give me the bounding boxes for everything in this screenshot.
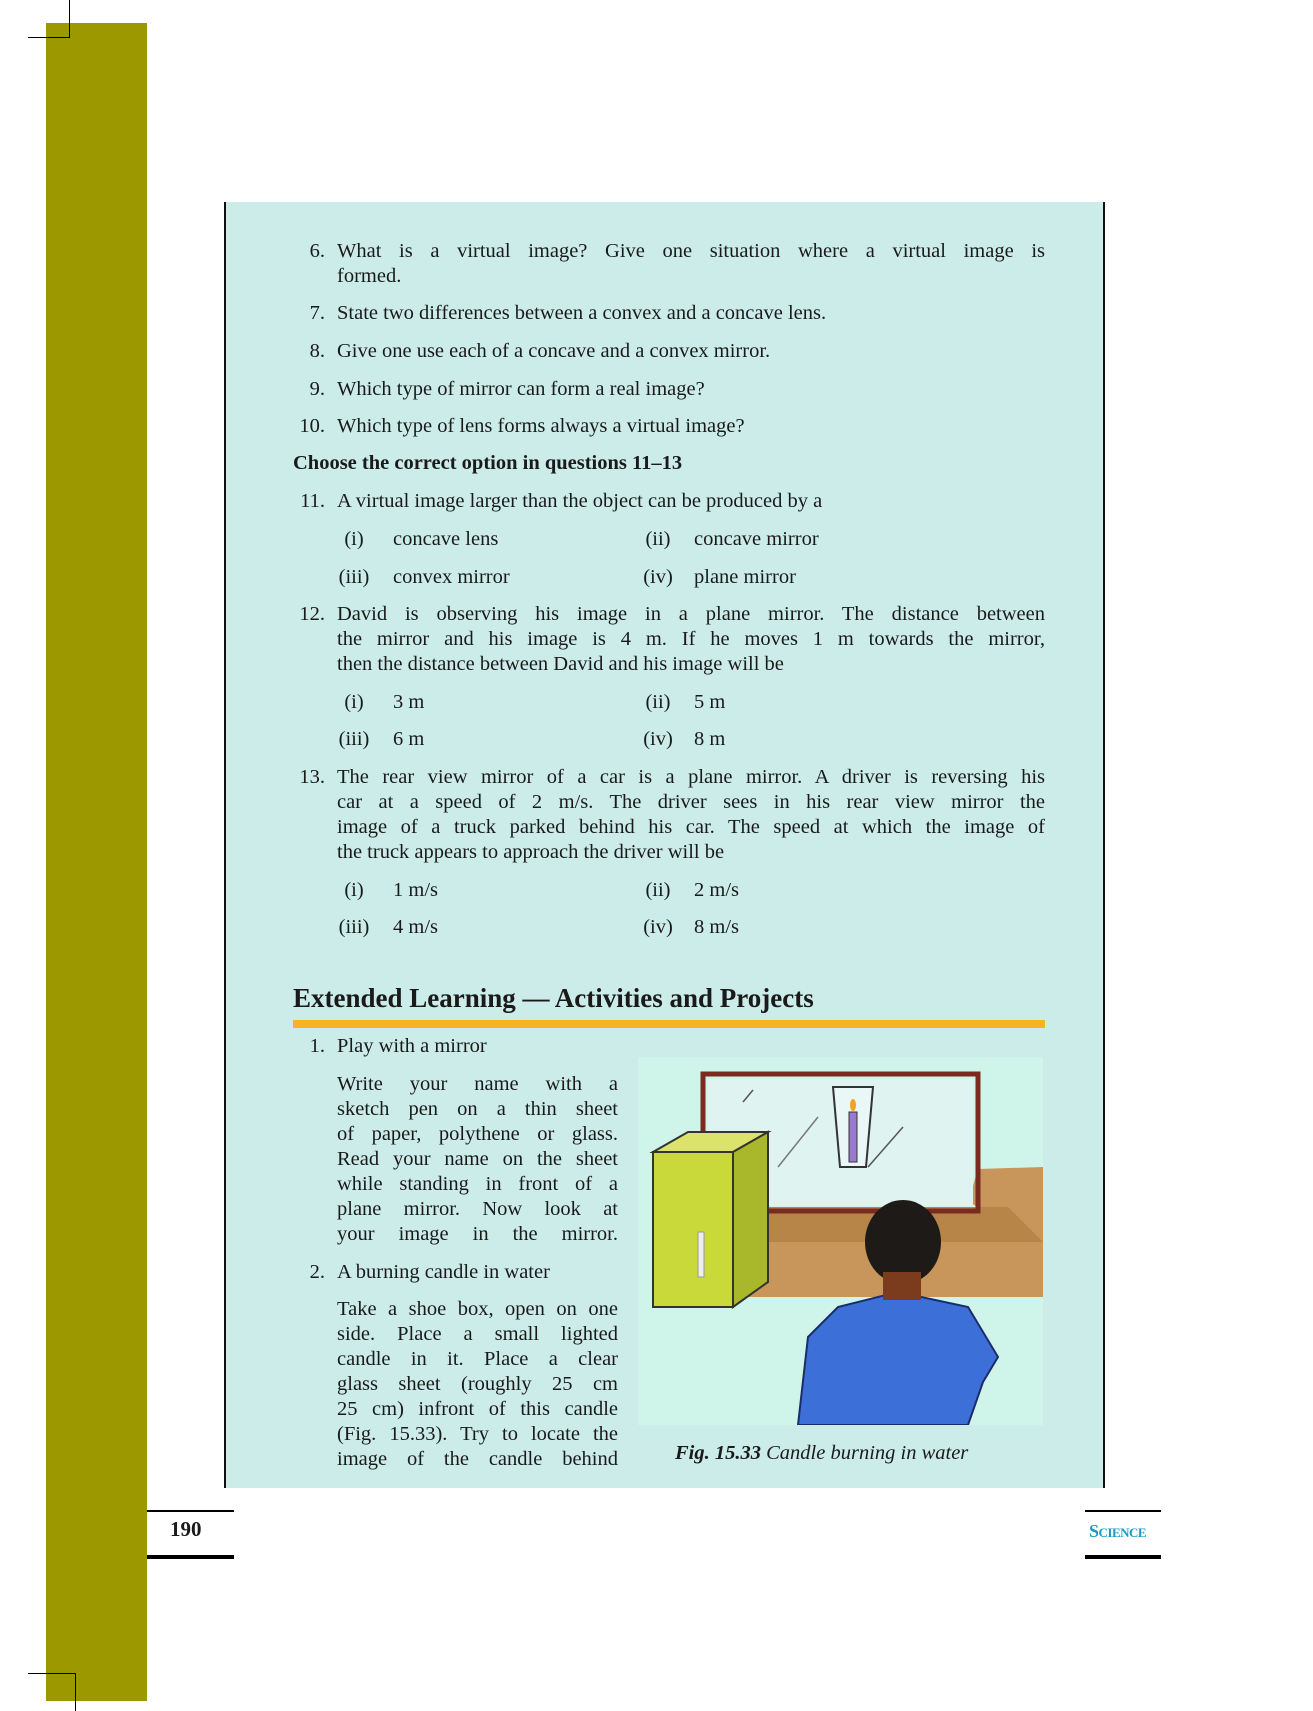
text-line: then the distance between David and his image will be — [337, 653, 784, 675]
figure-caption-text: Candle burning in water — [766, 1442, 969, 1464]
option-label: (iii) — [338, 728, 370, 750]
question-number: 9. — [309, 378, 325, 400]
text-line: The rear view mirror of a car is a plane mirror. A driver is reversing his — [337, 766, 1045, 788]
activity-title: A burning candle in water — [337, 1261, 550, 1283]
question-text — [337, 489, 1045, 514]
question-number: 7. — [309, 302, 325, 324]
footer-rule — [1085, 1555, 1161, 1559]
footer-rule — [147, 1510, 234, 1512]
text-line: plane mirror. Now look at — [337, 1198, 618, 1220]
text-line: (Fig. 15.33). Try to locate the — [337, 1423, 618, 1445]
option-label: (iv) — [643, 566, 673, 588]
text-line: Take a shoe box, open on one — [337, 1298, 618, 1320]
text-line: image of a truck parked behind his car. The speed at which the image of — [337, 816, 1045, 838]
option-text: 2 m/s — [694, 879, 739, 901]
option-text: 4 m/s — [393, 916, 438, 938]
text-line: while standing in front of a — [337, 1173, 618, 1195]
text-line: car at a speed of 2 m/s. The driver sees in his rear view mirror the — [337, 791, 1045, 813]
option-label: (i) — [344, 879, 364, 901]
option-label: (iii) — [338, 566, 370, 588]
text-line: Which type of mirror can form a real image? — [337, 378, 705, 400]
text-line: What is a virtual image? Give one situation where a virtual image is — [337, 240, 1045, 262]
option-text: plane mirror — [694, 566, 796, 588]
text-line: of paper, polythene or glass. — [337, 1123, 618, 1145]
question-number: 8. — [309, 340, 325, 362]
text-line: side. Place a small lighted — [337, 1323, 618, 1345]
activity-number: 2. — [309, 1261, 325, 1283]
option-label: (i) — [344, 528, 364, 550]
option-text: concave lens — [393, 528, 499, 550]
figure-label: Fig. 15.33 — [675, 1442, 761, 1464]
text-line: 25 cm) infront of this candle — [337, 1398, 618, 1420]
text-line: Give one use each of a concave and a convex mirror. — [337, 340, 771, 362]
text-line: candle in it. Place a clear — [337, 1348, 618, 1370]
crop-mark — [69, 0, 70, 38]
text-line: A virtual image larger than the object can be produced by a — [337, 490, 823, 512]
activity-text — [337, 1297, 618, 1472]
option-label: (ii) — [645, 528, 671, 550]
text-line: State two differences between a convex and a concave lens. — [337, 302, 827, 324]
text-line: Write your name with a — [337, 1073, 618, 1095]
option-label: (iv) — [643, 916, 673, 938]
text-line: formed. — [337, 265, 402, 287]
option-text: 1 m/s — [393, 879, 438, 901]
option-label: (ii) — [645, 691, 671, 713]
question-text — [337, 377, 1045, 402]
question-number: 13. — [299, 766, 325, 788]
question-text — [337, 602, 1045, 677]
text-line: the truck appears to approach the driver will be — [337, 841, 725, 863]
candle-illustration — [638, 1057, 1043, 1425]
option-label: (i) — [344, 691, 364, 713]
question-number: 6. — [309, 240, 325, 262]
crop-mark — [28, 1673, 75, 1674]
text-line: David is observing his image in a plane mirror. The distance between — [337, 603, 1045, 625]
question-number: 10. — [299, 415, 325, 437]
question-text — [337, 301, 1045, 326]
crop-mark — [28, 37, 70, 38]
question-text — [337, 239, 1045, 289]
option-label: (iv) — [643, 728, 673, 750]
question-text — [337, 765, 1045, 865]
book-label: Science — [1089, 1521, 1147, 1541]
question-number: 12. — [299, 603, 325, 625]
option-text: 6 m — [393, 728, 425, 750]
option-text: 3 m — [393, 691, 425, 713]
option-text: convex mirror — [393, 566, 510, 588]
page-number: 190 — [170, 1517, 202, 1541]
margin-bar — [46, 23, 147, 1701]
activity-number: 1. — [309, 1035, 325, 1057]
option-label: (ii) — [645, 879, 671, 901]
question-number: 11. — [300, 490, 325, 512]
question-text — [337, 339, 1045, 364]
option-text: concave mirror — [694, 528, 819, 550]
activity-title: Play with a mirror — [337, 1035, 487, 1057]
figure-caption — [675, 1441, 968, 1466]
text-line: Read your name on the sheet — [337, 1148, 618, 1170]
option-text: 8 m — [694, 728, 726, 750]
text-line: the mirror and his image is 4 m. If he moves 1 m towards the mirror, — [337, 628, 1045, 650]
text-line: your image in the mirror. — [337, 1223, 618, 1245]
text-line: sketch pen on a thin sheet — [337, 1098, 618, 1120]
activity-text — [337, 1072, 618, 1247]
section-heading: Extended Learning — Activities and Projects — [293, 983, 814, 1013]
crop-mark — [75, 1673, 76, 1711]
footer-rule — [147, 1555, 234, 1559]
choose-heading: Choose the correct option in questions 11–13 — [293, 452, 683, 474]
text-line: glass sheet (roughly 25 cm — [337, 1373, 618, 1395]
option-label: (iii) — [338, 916, 370, 938]
text-line: Which type of lens forms always a virtual image? — [337, 415, 745, 437]
option-text: 5 m — [694, 691, 726, 713]
footer-rule — [1085, 1510, 1161, 1512]
question-text — [337, 414, 1045, 439]
heading-rule — [293, 1020, 1045, 1028]
option-text: 8 m/s — [694, 916, 739, 938]
text-line: image of the candle behind — [337, 1448, 618, 1470]
